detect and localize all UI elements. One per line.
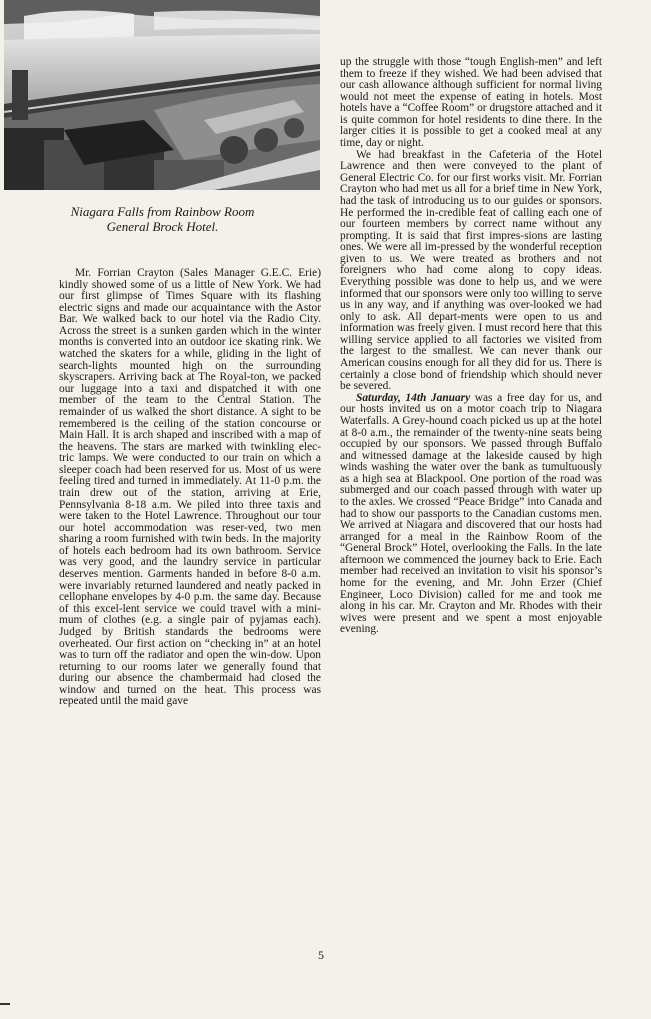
scan-edge-mark <box>0 1003 10 1005</box>
page-number: 5 <box>318 948 324 962</box>
caption-line: General Brock Hotel. <box>106 219 219 234</box>
caption-line: Niagara Falls from Rainbow Room <box>70 204 255 219</box>
right-text-column <box>340 57 602 636</box>
body-paragraph <box>340 393 602 636</box>
niagara-falls-photo <box>4 0 320 190</box>
photo-illustration <box>4 0 320 190</box>
date-heading: Saturday, 14th January <box>356 391 471 404</box>
photo-caption <box>20 204 305 234</box>
body-paragraph: Mr. Forrian Crayton (Sales Manager G.E.C. Erie) kindly showed some of us a little of New York. We had our first glimpse of Times Square with its flashing electric signs and made our acquaintance with the Astor Bar. We walked back to our hotel via the Radio City. Across the street is a sunken garden which in the winter months is converted into an outdoor ice skating rink. We watched the skaters for a while, gliding in the light of search-lights mounted high on the surrounding skyscrapers. Arriving back at The Royal-ton, we packed our luggage into a taxi and dispatched it with one member of the team to the Central Station. The remainder of us walked the short distance. A sight to be remembered is the ceiling of the station concourse or Main Hall. It is arch shaped and inscribed with a map of the heavens. The stars are marked with twinkling elec-tric lamps. We were conducted to our train on which a sleeper coach had been reserved for us. Most of us were feeling tired and turned in immediately. At 11-0 p.m. the train drew out of the station, arriving at Erie, Pennsylvania 8-18 a.m. We piled into three taxis and were taken to the Hotel Lawrence. Throughout our tour our hotel accommodation was reser-ved, two men sharing a room furnished with twin beds. In the majority of hotels each bedroom had its own bathroom. Service was very good, and the laundry service in particular deserves mention. Garments handed in before 8-0 a.m. were invariably returned laundered and neatly packed in cellophane envelopes by 4-0 p.m. the same day. Because of this excel-lent service we could travel with a mini-mum of clothes (e.g. a single pair of pyjamas each). Judged by British standards the bedrooms were overheated. Our first action on “checking in” at an hotel was to turn off the radiator and open the win-dow. Upon returning to our rooms later we generally found that during our absence the chambermaid had closed the window and turned on the heat. This process was repeated until the maid gave <box>59 267 321 708</box>
body-paragraph-continued: up the struggle with those “tough English-men” and left them to freeze if they wished. We had been advised that our cash allowance although sufficient for normal living would not meet the expense of eating in hotels. Most hotels have a “Coffee Room” or drugstore attached and it is quite common for hotel residents to dine there. In the larger cities it is possible to get a cooked meal at any time, day or night. <box>340 56 602 150</box>
left-text-column <box>59 268 321 708</box>
body-paragraph: We had breakfast in the Cafeteria of the Hotel Lawrence and then were conveyed to the plant of General Electric Co. for our first works visit. Mr. Forrian Crayton who had met us all for a brief time in New York, had the task of introducing us to our guides or sponsors. He performed the in-credible feat of calling each one of our fourteen members by correct name without any prompting. It is said that first impres-sions are lasting ones. We were all im-pressed by the wonderful reception given to us. We were treated as brothers and not foreigners who had come along to copy ideas. Everything possible was done to help us, and we were informed that our sponsors were only too willing to serve us in any way, and if anything was over-looked we had only to ask. All depart-ments were open to us and information was freely given. I must record here that this willing service applied to all factories we visited from the largest to the smallest. We can never thank our American cousins enough for all they did for us. There is certainly a close bond of friendship which should never be severed. <box>340 148 602 393</box>
paragraph-text: was a free day for us, and our hosts invited us on a motor coach trip to Niagara Waterfalls. A Grey-hound coach picked us up at the hotel at 8-0 a.m., the remainder of the twenty-nine seats being occupied by our sponsors. We passed through Buffalo and witnessed damage at the lakeside caused by high winds washing the water over the bank as tumultuously as a high sea at Blackpool. One portion of the road was submerged and our coach passed through with water up to the axles. We crossed “Peace Bridge” into Canada and had to show our passports to the Canadian customs men. We arrived at Niagara and discovered that our hosts had arranged for a meal in the Rainbow Room of the “General Brock” Hotel, overlooking the Falls. In the late afternoon we commenced the journey back to Erie. Each member had received an invitation to visit his sponsor’s home for the evening, and Mr. John Erzer (Chief Engineer, Loco Division) called for me and took me along in his car. Mr. Crayton and Mr. Rhodes with their wives were present and we spent a most enjoyable evening. <box>340 391 602 636</box>
